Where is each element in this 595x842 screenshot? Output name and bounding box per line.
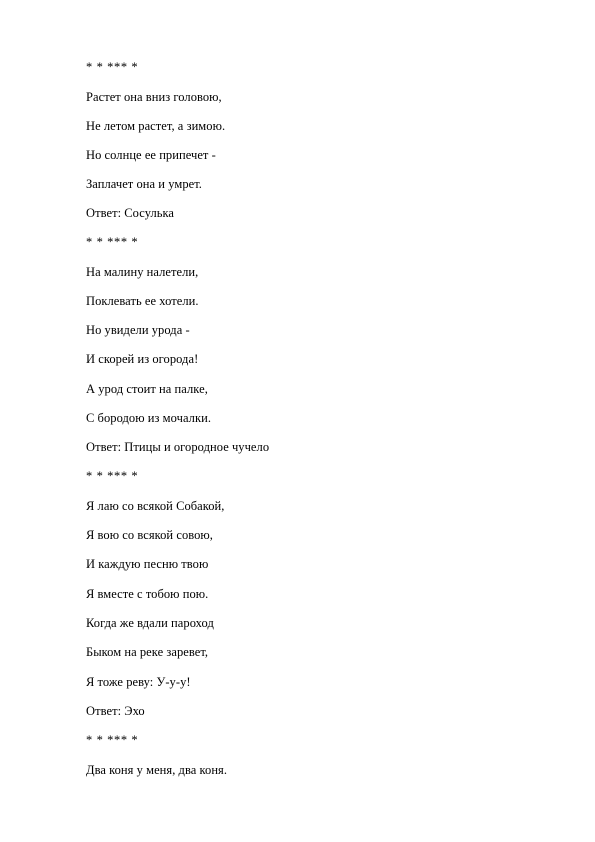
answer-line: Ответ: Эхо <box>86 704 145 718</box>
answer-line: Ответ: Сосулька <box>86 206 175 220</box>
riddle-line: На малину налетели, <box>86 265 199 279</box>
riddle-line: Когда же вдали пароход <box>86 616 214 630</box>
riddle-line: И каждую песню твою <box>86 557 209 571</box>
separator-line: * * *** * <box>86 733 139 747</box>
riddle-line: С бородою из мочалки. <box>86 411 211 425</box>
separator-line: * * *** * <box>86 60 139 74</box>
riddle-line: Я вою со всякой совою, <box>86 528 213 542</box>
riddle-line: Растет она вниз головою, <box>86 90 222 104</box>
separator-line: * * *** * <box>86 469 139 483</box>
riddle-line: Быком на реке заревет, <box>86 645 209 659</box>
riddle-line: И скорей из огорода! <box>86 352 199 366</box>
riddle-line: Два коня у меня, два коня. <box>86 763 228 777</box>
riddle-line: Заплачет она и умрет. <box>86 177 202 191</box>
riddle-line: Поклевать ее хотели. <box>86 294 199 308</box>
riddle-line: Я лаю со всякой Собакой, <box>86 499 225 513</box>
riddle-line: Я тоже реву: У-у-у! <box>86 675 191 689</box>
riddle-line: Но солнце ее припечет - <box>86 148 216 162</box>
answer-line: Ответ: Птицы и огородное чучело <box>86 440 270 454</box>
riddle-line: Я вместе с тобою пою. <box>86 587 209 601</box>
separator-line: * * *** * <box>86 235 139 249</box>
riddle-line: Не летом растет, а зимою. <box>86 119 226 133</box>
riddle-line: Но увидели урода - <box>86 323 190 337</box>
riddle-line: А урод стоит на палке, <box>86 382 208 396</box>
